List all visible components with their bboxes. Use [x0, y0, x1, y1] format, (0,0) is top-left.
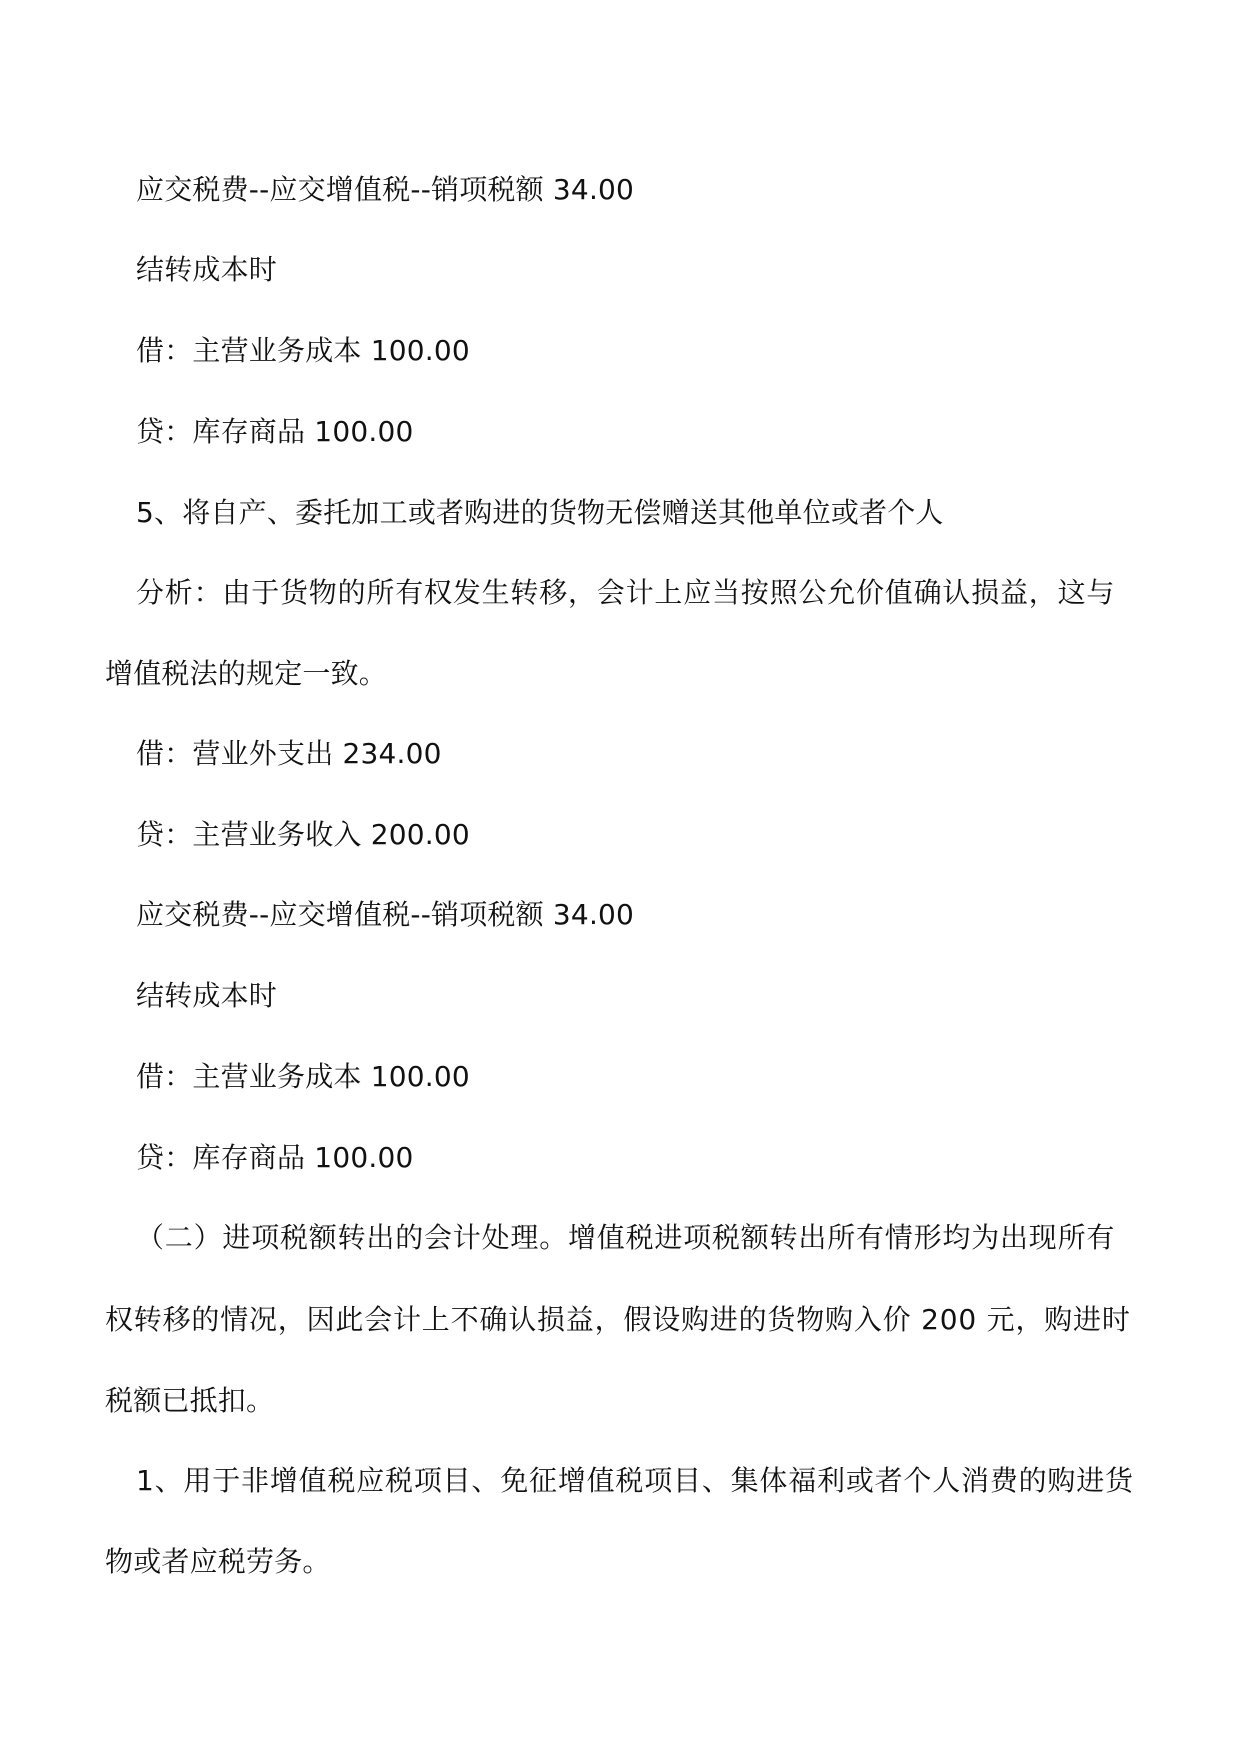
text-line: 权转移的情况，因此会计上不确认损益，假设购进的货物购入价 200 元，购进时: [105, 1303, 1131, 1336]
text-line: 借：营业外支出 234.00: [136, 737, 442, 770]
text-line: 5、将自产、委托加工或者购进的货物无偿赠送其他单位或者个人: [136, 496, 944, 529]
text-line: 应交税费--应交增值税--销项税额 34.00: [136, 173, 635, 206]
text-line: 增值税法的规定一致。: [105, 657, 388, 690]
text-line: 结转成本时: [136, 253, 278, 286]
text-line: 贷：库存商品 100.00: [136, 415, 414, 448]
text-line: 借：主营业务成本 100.00: [136, 334, 470, 367]
text-line: 贷：主营业务收入 200.00: [136, 818, 470, 851]
text-line: 1、用于非增值税应税项目、免征增值税项目、集体福利或者个人消费的购进货: [136, 1464, 1134, 1497]
text-line: 分析：由于货物的所有权发生转移，会计上应当按照公允价值确认损益，这与: [136, 576, 1116, 609]
text-line: （二）进项税额转出的会计处理。增值税进项税额转出所有情形均为出现所有: [136, 1221, 1116, 1254]
text-line: 结转成本时: [136, 979, 278, 1012]
text-line: 贷：库存商品 100.00: [136, 1141, 414, 1174]
text-line: 借：主营业务成本 100.00: [136, 1060, 470, 1093]
text-line: 物或者应税劳务。: [105, 1545, 331, 1578]
text-line: 应交税费--应交增值税--销项税额 34.00: [136, 898, 635, 931]
text-line: 税额已抵扣。: [105, 1384, 275, 1417]
